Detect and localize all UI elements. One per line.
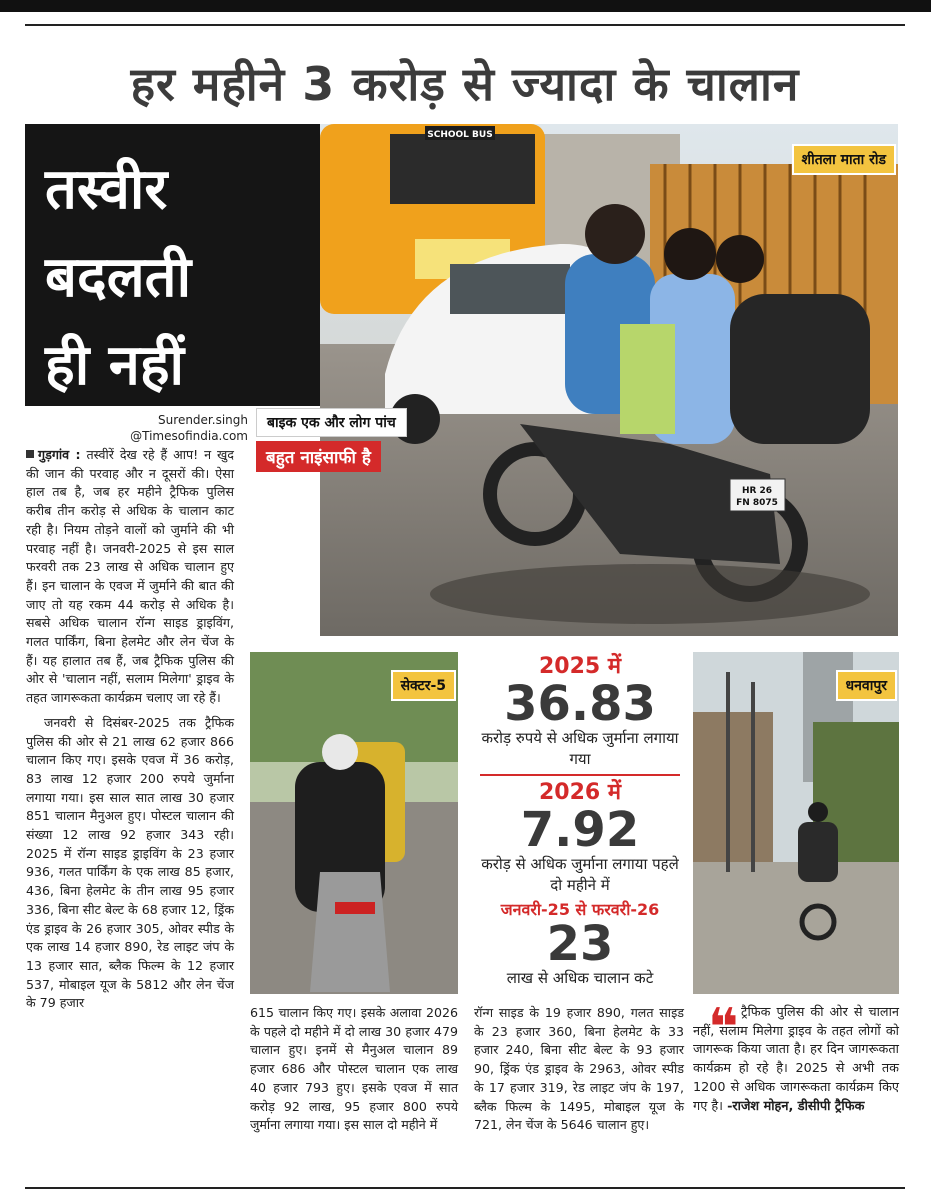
paragraph-4: रॉन्ग साइड के 19 हजार 890, गलत साइड के 23 हजार 360, बिना हेलमेट के 33 हजार 240, बिना सीट बेल्ट के 93 हजार 90, ड्रिंक एंड ड्राइव के 2963, ओवर स्पीड के 17 हजार 319, रेड लाइट जंप के 197, ब्लैक फिल्म के 1495, मोबाइल यूज के 721, लेन चेंज के 5646 चालान हुए। bbox=[474, 1005, 684, 1133]
location-tag-sheetla-mata-road: शीतला माता रोड bbox=[792, 144, 896, 175]
byline-handle: @Timesofindia.com bbox=[130, 429, 248, 443]
bottom-rule bbox=[25, 1187, 905, 1189]
headline: हर महीने 3 करोड़ से ज्यादा के चालान bbox=[130, 57, 800, 111]
top-bar bbox=[0, 0, 931, 12]
byline-name: Surender.singh bbox=[158, 413, 248, 427]
location-tag-dhanwapur: धनवापुर bbox=[836, 670, 897, 701]
sector5-photo bbox=[250, 652, 458, 994]
quote-box bbox=[693, 998, 899, 1116]
dhanwapur-photo-illustration bbox=[693, 652, 899, 994]
photo-caption bbox=[256, 408, 468, 476]
paragraph-2: जनवरी से दिसंबर-2025 तक ट्रैफिक पुलिस की ओर से 21 लाख 62 हजार 866 चालान किए गए। इसके एवज में 36 करोड़, 83 लाख 12 हजार 200 रुपये जुर्माना लगाया गया। इस साल सात लाख 30 हजार 851 चालान मैनुअल हुए। पोस्टल चालान की संख्या 12 लाख 92 हजार 343 रही। 2025 में रॉन्ग साइड ड्राइविंग के 23 हजार 936, गलत पार्किंग के एक लाख 85 हजार, 436, बिना हेलमेट के तीन लाख 95 हजार 336, बिना सीट बेल्ट के 68 हजार 12, ड्रिंक एंड ड्राइव के 26 हजार 305, ओवर स्पीड के एक लाख 14 हजार 890, रेड लाइट जंप के 13 हजार सात, ब्लैक फिल्म के 12 हजार 537, मोबाइल यूज के 5812 और लेन चेंज के 79 हजार bbox=[26, 714, 234, 1011]
plate-line1: HR 26 bbox=[741, 486, 773, 496]
quote-author: -राजेश मोहन, डीसीपी ट्रैफिक bbox=[727, 1098, 865, 1114]
plate-line2: FN 8075 bbox=[736, 498, 778, 508]
article-column-3 bbox=[474, 1004, 684, 1135]
location-tag-sector-5: सेक्टर-5 bbox=[391, 670, 456, 701]
sector5-photo-illustration bbox=[250, 652, 458, 994]
dhanwapur-photo bbox=[693, 652, 899, 994]
top-rule bbox=[25, 24, 905, 26]
quote-text: ट्रैफिक पुलिस की ओर से चालान नहीं, सलाम मिलेगा ड्राइव के तहत लोगों को जागरूक किया जाता है। हर दिन जागरूकता कार्यक्रम हो रहे है। 2025 से अभी तक 1200 से अधिक जागरूकता कार्यक्रम किए गए है। bbox=[693, 1005, 899, 1114]
kicker-text: तस्वीर बदलती ही नहीं bbox=[45, 157, 192, 398]
stat-desc-2025: करोड़ रुपये से अधिक जुर्माना लगाया गया bbox=[481, 729, 679, 768]
kicker-box bbox=[25, 124, 320, 406]
main-photo-illustration bbox=[320, 124, 898, 636]
dateline: गुड़गांव : bbox=[38, 447, 81, 462]
stat-desc-challans: लाख से अधिक चालान कटे bbox=[506, 969, 654, 987]
article-column-2 bbox=[250, 1004, 458, 1135]
main-photo bbox=[320, 124, 898, 636]
stat-fine-2026: 7.92 bbox=[520, 802, 640, 858]
byline bbox=[28, 412, 248, 444]
caption-line2: बहुत नाइंसाफी है bbox=[256, 441, 381, 472]
caption-line1: बाइक एक और लोग पांच bbox=[256, 408, 407, 437]
stat-desc-2026: करोड़ से अधिक जुर्माना लगाया पहले दो महीने में bbox=[481, 855, 679, 894]
stat-period: जनवरी-25 से फरवरी-26 bbox=[500, 900, 660, 919]
stat-fine-2025: 36.83 bbox=[504, 676, 656, 732]
stat-year-2026: 2026 में bbox=[538, 780, 622, 805]
article-column-1 bbox=[26, 446, 234, 1013]
paragraph-3: 615 चालान किए गए। इसके अलावा 2026 के पहले दो महीने में दो लाख 30 हजार 479 चालान हुए। इनमें से मैनुअल चालान 89 हजार 686 और पोस्टल चालान एक लाख 40 हजार 793 हुए। इसके एवज में सात करोड़ 92 लाख, 95 हजार 800 रुपये जुर्माना लगाया गया। इस साल दो महीने में bbox=[250, 1005, 458, 1133]
quote-icon: ❝ bbox=[708, 998, 739, 1058]
stats-panel bbox=[474, 650, 686, 995]
bus-sign: SCHOOL BUS bbox=[427, 130, 493, 140]
square-bullet-icon bbox=[26, 450, 34, 458]
paragraph-1: तस्वीरें देख रहे हैं आप! न खुद की जान की परवाह और न दूसरों की। ऐसा हाल तब है, जब हर महीने ट्रैफिक पुलिस करीब तीन करोड़ से अधिक के चालान काट रही है। नियम तोड़ने वालों को जुर्माने की भी परवाह नहीं है। जनवरी-2025 से इस साल फरवरी तक 23 लाख से अधिक चालान हुए हैं। इन चालान के एवज में जुर्माने की बात की जाए तो यह रकम 44 करोड़ से अधिक है। सबसे अधिक चालान रॉन्ग साइड ड्राइविंग, गलत पार्किंग, बिना हेलमेट और लेन चेंज के हैं। यह हालात तब हैं, जब ट्रैफिक पुलिस की ओर से 'चालान नहीं, सलाम मिलेगा' ड्राइव के तहत जागरूकता कार्यक्रम चलाए जा रहे हैं। bbox=[26, 447, 234, 706]
stat-year-2025: 2025 में bbox=[538, 654, 622, 679]
stat-challans: 23 bbox=[546, 916, 614, 972]
